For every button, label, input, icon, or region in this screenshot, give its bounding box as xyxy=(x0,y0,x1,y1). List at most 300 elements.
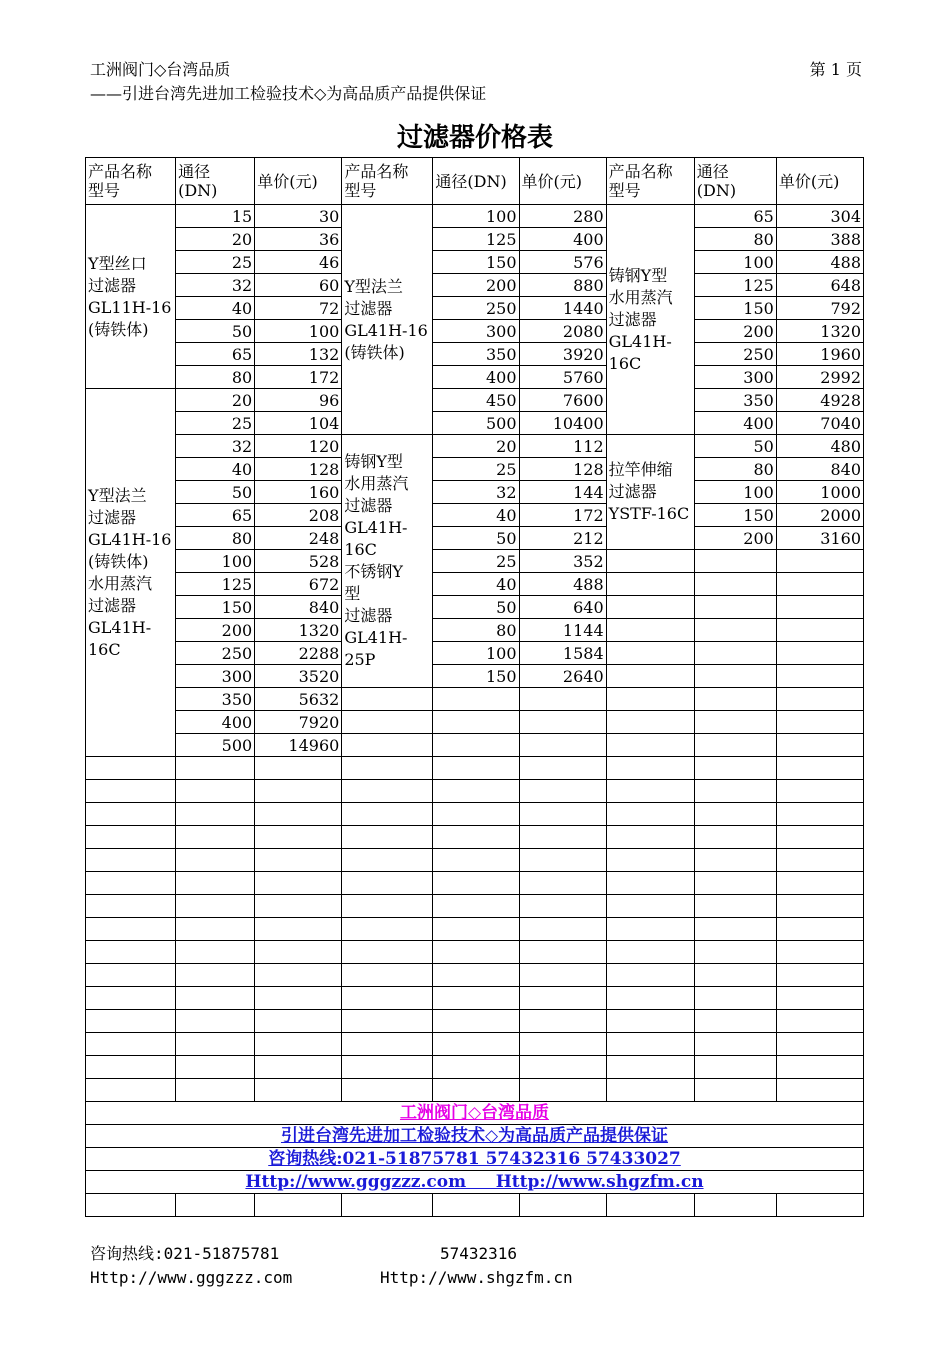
empty-cell xyxy=(519,803,606,826)
empty-cell xyxy=(86,1033,176,1056)
blank-row xyxy=(86,987,864,1010)
header-product-name: 产品名称 型号 xyxy=(86,158,176,205)
empty-cell xyxy=(433,1079,519,1102)
empty-cell xyxy=(519,757,606,780)
table-row xyxy=(86,619,864,642)
price-cell: 30 xyxy=(255,205,342,228)
empty-cell xyxy=(433,1033,519,1056)
empty-cell xyxy=(255,941,342,964)
price-cell: 46 xyxy=(255,251,342,274)
empty-cell xyxy=(776,872,863,895)
price-cell: 1144 xyxy=(519,619,606,642)
dn-cell: 25 xyxy=(176,412,255,435)
empty-cell xyxy=(519,1079,606,1102)
price-cell xyxy=(776,734,863,757)
dn-cell: 65 xyxy=(176,504,255,527)
empty-cell xyxy=(86,757,176,780)
dn-cell: 125 xyxy=(694,274,776,297)
table-footer-tagline xyxy=(86,1125,864,1148)
price-cell: 304 xyxy=(776,205,863,228)
dn-cell: 500 xyxy=(176,734,255,757)
dn-cell: 400 xyxy=(694,412,776,435)
product-name-cell: Y型法兰 过滤器 GL41H-16 (铸铁体) xyxy=(342,205,433,435)
dn-cell: 500 xyxy=(433,412,519,435)
empty-cell xyxy=(255,780,342,803)
empty-cell xyxy=(606,573,694,596)
product-name-cell: 铸钢Y型 水用蒸汽 过滤器 GL41H- 16C xyxy=(606,205,694,435)
dn-cell: 50 xyxy=(433,596,519,619)
empty-cell xyxy=(776,964,863,987)
dn-cell xyxy=(694,734,776,757)
empty-cell xyxy=(86,987,176,1010)
empty-cell xyxy=(519,849,606,872)
page-number: 第 1 页 xyxy=(809,60,862,79)
table-row xyxy=(86,366,864,389)
price-cell: 2992 xyxy=(776,366,863,389)
empty-cell xyxy=(342,688,433,711)
empty-cell xyxy=(776,1010,863,1033)
table-row xyxy=(86,297,864,320)
dn-cell xyxy=(433,688,519,711)
empty-cell xyxy=(606,665,694,688)
table-row xyxy=(86,274,864,297)
empty-cell xyxy=(86,941,176,964)
dn-cell: 350 xyxy=(433,343,519,366)
price-cell: 840 xyxy=(776,458,863,481)
price-cell: 388 xyxy=(776,228,863,251)
empty-cell xyxy=(433,826,519,849)
price-cell: 488 xyxy=(776,251,863,274)
empty-cell xyxy=(776,918,863,941)
table-row xyxy=(86,550,864,573)
price-cell: 480 xyxy=(776,435,863,458)
empty-cell xyxy=(776,849,863,872)
empty-cell xyxy=(776,803,863,826)
dn-cell: 150 xyxy=(433,251,519,274)
table-footer-row xyxy=(86,1148,864,1171)
empty-cell xyxy=(519,1033,606,1056)
empty-cell xyxy=(606,849,694,872)
blank-row xyxy=(86,757,864,780)
price-cell: 648 xyxy=(776,274,863,297)
empty-cell xyxy=(342,987,433,1010)
empty-cell xyxy=(255,964,342,987)
dn-cell: 80 xyxy=(176,527,255,550)
header-company: 工洲阀门◇台湾品质 xyxy=(90,60,231,79)
dn-cell: 40 xyxy=(176,297,255,320)
empty-cell xyxy=(519,872,606,895)
dn-cell: 100 xyxy=(433,642,519,665)
empty-cell xyxy=(433,872,519,895)
empty-cell xyxy=(519,1194,606,1217)
empty-cell xyxy=(342,964,433,987)
empty-cell xyxy=(176,757,255,780)
price-cell: 352 xyxy=(519,550,606,573)
price-cell: 576 xyxy=(519,251,606,274)
empty-cell xyxy=(694,964,776,987)
price-cell: 248 xyxy=(255,527,342,550)
empty-cell xyxy=(86,849,176,872)
price-cell: 1320 xyxy=(255,619,342,642)
price-cell: 880 xyxy=(519,274,606,297)
empty-cell xyxy=(694,1033,776,1056)
table-footer-urls-text: Http://www.gggzzz.com Http://www.shgzfm.cn xyxy=(245,1171,704,1192)
empty-cell xyxy=(606,619,694,642)
price-cell xyxy=(776,619,863,642)
dn-cell: 50 xyxy=(176,320,255,343)
price-cell: 840 xyxy=(255,596,342,619)
empty-cell xyxy=(342,872,433,895)
page-title: 过滤器价格表 xyxy=(396,123,553,153)
empty-cell xyxy=(255,826,342,849)
empty-cell xyxy=(176,1010,255,1033)
price-cell: 280 xyxy=(519,205,606,228)
empty-cell xyxy=(342,734,433,757)
table-row xyxy=(86,734,864,757)
empty-cell xyxy=(433,941,519,964)
empty-cell xyxy=(176,895,255,918)
dn-cell: 80 xyxy=(694,458,776,481)
footer-url-2: Http://www.shgzfm.cn xyxy=(380,1268,573,1287)
dn-cell xyxy=(694,665,776,688)
empty-cell xyxy=(86,918,176,941)
price-cell: 160 xyxy=(255,481,342,504)
empty-cell xyxy=(255,803,342,826)
dn-cell: 450 xyxy=(433,389,519,412)
table-footer-row xyxy=(86,1102,864,1125)
dn-cell: 250 xyxy=(694,343,776,366)
price-cell: 132 xyxy=(255,343,342,366)
empty-cell xyxy=(433,803,519,826)
dn-cell: 25 xyxy=(433,550,519,573)
empty-cell xyxy=(342,1056,433,1079)
blank-row xyxy=(86,964,864,987)
dn-cell: 80 xyxy=(433,619,519,642)
empty-cell xyxy=(606,596,694,619)
empty-cell xyxy=(342,757,433,780)
price-cell: 128 xyxy=(519,458,606,481)
price-table xyxy=(85,157,864,1217)
empty-cell xyxy=(606,1010,694,1033)
dn-cell xyxy=(694,711,776,734)
empty-cell xyxy=(606,826,694,849)
dn-cell: 100 xyxy=(694,251,776,274)
empty-cell xyxy=(176,826,255,849)
price-cell: 5760 xyxy=(519,366,606,389)
dn-cell: 100 xyxy=(694,481,776,504)
header-dn: 通径(DN) xyxy=(433,158,519,205)
empty-cell xyxy=(86,1079,176,1102)
price-cell: 400 xyxy=(519,228,606,251)
table-footer-company-text: 工洲阀门◇台湾品质 xyxy=(399,1102,550,1123)
empty-cell xyxy=(694,780,776,803)
price-cell: 3520 xyxy=(255,665,342,688)
empty-cell xyxy=(255,757,342,780)
table-row xyxy=(86,527,864,550)
price-cell xyxy=(776,665,863,688)
price-cell: 792 xyxy=(776,297,863,320)
empty-cell xyxy=(694,987,776,1010)
empty-cell xyxy=(86,803,176,826)
empty-cell xyxy=(694,1194,776,1217)
header-price: 单价(元) xyxy=(255,158,342,205)
empty-cell xyxy=(255,895,342,918)
table-row xyxy=(86,642,864,665)
empty-cell xyxy=(519,964,606,987)
empty-cell xyxy=(606,642,694,665)
empty-cell xyxy=(694,1010,776,1033)
dn-cell: 300 xyxy=(433,320,519,343)
empty-cell xyxy=(776,1056,863,1079)
price-cell: 36 xyxy=(255,228,342,251)
price-cell: 1960 xyxy=(776,343,863,366)
dn-cell: 125 xyxy=(176,573,255,596)
table-row xyxy=(86,573,864,596)
price-cell: 672 xyxy=(255,573,342,596)
table-footer-row xyxy=(86,1125,864,1148)
dn-cell: 350 xyxy=(176,688,255,711)
header-product-name: 产品名称 型号 xyxy=(606,158,694,205)
price-cell: 7920 xyxy=(255,711,342,734)
dn-cell: 65 xyxy=(176,343,255,366)
empty-cell xyxy=(342,895,433,918)
table-footer-row xyxy=(86,1171,864,1194)
dn-cell: 200 xyxy=(694,527,776,550)
header-dn: 通径 (DN) xyxy=(176,158,255,205)
empty-cell xyxy=(606,550,694,573)
empty-cell xyxy=(342,1010,433,1033)
empty-cell xyxy=(694,895,776,918)
blank-row xyxy=(86,780,864,803)
empty-cell xyxy=(86,826,176,849)
empty-cell xyxy=(433,1194,519,1217)
dn-cell: 20 xyxy=(176,389,255,412)
price-cell: 96 xyxy=(255,389,342,412)
empty-cell xyxy=(86,895,176,918)
table-footer-tagline-text: 引进台湾先进加工检验技术◇为高品质产品提供保证 xyxy=(280,1125,669,1146)
price-cell: 2080 xyxy=(519,320,606,343)
header-price: 单价(元) xyxy=(519,158,606,205)
price-cell: 5632 xyxy=(255,688,342,711)
price-cell: 112 xyxy=(519,435,606,458)
price-cell: 2640 xyxy=(519,665,606,688)
dn-cell xyxy=(694,550,776,573)
dn-cell: 50 xyxy=(176,481,255,504)
price-cell: 7600 xyxy=(519,389,606,412)
footer-url-1: Http://www.gggzzz.com xyxy=(90,1268,293,1287)
empty-cell xyxy=(255,849,342,872)
dn-cell: 200 xyxy=(433,274,519,297)
empty-cell xyxy=(606,987,694,1010)
empty-cell xyxy=(519,895,606,918)
dn-cell: 200 xyxy=(176,619,255,642)
price-cell xyxy=(519,734,606,757)
empty-cell xyxy=(176,918,255,941)
price-cell: 3160 xyxy=(776,527,863,550)
empty-cell xyxy=(342,1033,433,1056)
empty-cell xyxy=(519,780,606,803)
empty-cell xyxy=(433,964,519,987)
table-row xyxy=(86,504,864,527)
empty-cell xyxy=(255,872,342,895)
table-row xyxy=(86,320,864,343)
empty-cell xyxy=(342,826,433,849)
dn-cell: 25 xyxy=(176,251,255,274)
empty-cell xyxy=(342,711,433,734)
dn-cell: 150 xyxy=(176,596,255,619)
empty-cell xyxy=(433,987,519,1010)
price-cell xyxy=(776,573,863,596)
empty-cell xyxy=(776,1079,863,1102)
price-cell: 1000 xyxy=(776,481,863,504)
price-cell xyxy=(519,711,606,734)
blank-row xyxy=(86,941,864,964)
dn-cell: 150 xyxy=(433,665,519,688)
dn-cell: 40 xyxy=(433,573,519,596)
empty-cell xyxy=(433,1056,519,1079)
empty-cell xyxy=(776,757,863,780)
empty-cell xyxy=(342,803,433,826)
price-cell: 2288 xyxy=(255,642,342,665)
empty-cell xyxy=(255,1194,342,1217)
empty-cell xyxy=(694,826,776,849)
empty-cell xyxy=(606,1033,694,1056)
dn-cell: 100 xyxy=(433,205,519,228)
empty-cell xyxy=(176,1033,255,1056)
empty-cell xyxy=(519,826,606,849)
dn-cell: 20 xyxy=(176,228,255,251)
table-row xyxy=(86,205,864,228)
empty-cell xyxy=(86,872,176,895)
empty-cell xyxy=(606,1194,694,1217)
price-cell: 2000 xyxy=(776,504,863,527)
empty-cell xyxy=(176,964,255,987)
price-cell: 1584 xyxy=(519,642,606,665)
blank-row xyxy=(86,872,864,895)
empty-cell xyxy=(694,757,776,780)
table-row xyxy=(86,711,864,734)
empty-cell xyxy=(694,941,776,964)
empty-cell xyxy=(86,1194,176,1217)
footer-hotline: 咨询热线:021-51875781 xyxy=(90,1244,280,1263)
dn-cell: 32 xyxy=(433,481,519,504)
dn-cell: 250 xyxy=(176,642,255,665)
dn-cell: 100 xyxy=(176,550,255,573)
dn-cell: 50 xyxy=(694,435,776,458)
price-cell: 172 xyxy=(255,366,342,389)
header-price: 单价(元) xyxy=(776,158,863,205)
empty-cell xyxy=(86,780,176,803)
blank-row xyxy=(86,1010,864,1033)
empty-cell xyxy=(776,895,863,918)
table-footer-hotline xyxy=(86,1148,864,1171)
product-name-cell: 拉竿伸缩 过滤器 YSTF-16C xyxy=(606,435,694,550)
table-row xyxy=(86,343,864,366)
dn-cell: 400 xyxy=(176,711,255,734)
price-cell: 640 xyxy=(519,596,606,619)
dn-cell: 15 xyxy=(176,205,255,228)
empty-cell xyxy=(776,987,863,1010)
blank-row xyxy=(86,1194,864,1217)
empty-cell xyxy=(176,780,255,803)
empty-cell xyxy=(433,918,519,941)
empty-cell xyxy=(519,1056,606,1079)
empty-cell xyxy=(176,987,255,1010)
empty-cell xyxy=(776,780,863,803)
price-cell: 7040 xyxy=(776,412,863,435)
dn-cell xyxy=(433,711,519,734)
empty-cell xyxy=(433,1010,519,1033)
price-cell: 120 xyxy=(255,435,342,458)
empty-cell xyxy=(519,1010,606,1033)
price-cell: 100 xyxy=(255,320,342,343)
blank-row xyxy=(86,849,864,872)
price-cell xyxy=(776,688,863,711)
dn-cell: 200 xyxy=(694,320,776,343)
dn-cell xyxy=(433,734,519,757)
blank-row xyxy=(86,803,864,826)
empty-cell xyxy=(433,780,519,803)
empty-cell xyxy=(694,872,776,895)
empty-cell xyxy=(176,1056,255,1079)
table-footer-urls xyxy=(86,1171,864,1194)
dn-cell: 300 xyxy=(694,366,776,389)
empty-cell xyxy=(606,872,694,895)
dn-cell: 300 xyxy=(176,665,255,688)
empty-cell xyxy=(433,757,519,780)
empty-cell xyxy=(255,987,342,1010)
dn-cell: 400 xyxy=(433,366,519,389)
empty-cell xyxy=(694,803,776,826)
header-dn: 通径 (DN) xyxy=(694,158,776,205)
empty-cell xyxy=(776,826,863,849)
dn-cell xyxy=(694,596,776,619)
empty-cell xyxy=(176,941,255,964)
dn-cell xyxy=(694,573,776,596)
table-row xyxy=(86,435,864,458)
table-row xyxy=(86,688,864,711)
blank-row xyxy=(86,918,864,941)
empty-cell xyxy=(255,1079,342,1102)
empty-cell xyxy=(606,780,694,803)
table-row xyxy=(86,251,864,274)
price-cell: 528 xyxy=(255,550,342,573)
price-cell: 172 xyxy=(519,504,606,527)
dn-cell: 25 xyxy=(433,458,519,481)
dn-cell: 125 xyxy=(433,228,519,251)
empty-cell xyxy=(606,1079,694,1102)
table-footer-hotline-text: 咨询热线:021-51875781 57432316 57433027 xyxy=(268,1148,681,1169)
empty-cell xyxy=(176,1194,255,1217)
price-cell: 488 xyxy=(519,573,606,596)
empty-cell xyxy=(694,1079,776,1102)
empty-cell xyxy=(176,872,255,895)
price-cell: 72 xyxy=(255,297,342,320)
empty-cell xyxy=(255,1056,342,1079)
empty-cell xyxy=(433,895,519,918)
empty-cell xyxy=(342,1079,433,1102)
price-cell: 60 xyxy=(255,274,342,297)
dn-cell: 80 xyxy=(694,228,776,251)
price-cell xyxy=(776,550,863,573)
empty-cell xyxy=(255,1033,342,1056)
blank-row xyxy=(86,1033,864,1056)
dn-cell: 50 xyxy=(433,527,519,550)
empty-cell xyxy=(519,918,606,941)
product-name-cell: Y型法兰 过滤器 GL41H-16 (铸铁体) 水用蒸汽 过滤器 GL41H- 16C xyxy=(86,389,176,757)
blank-row xyxy=(86,895,864,918)
empty-cell xyxy=(433,849,519,872)
